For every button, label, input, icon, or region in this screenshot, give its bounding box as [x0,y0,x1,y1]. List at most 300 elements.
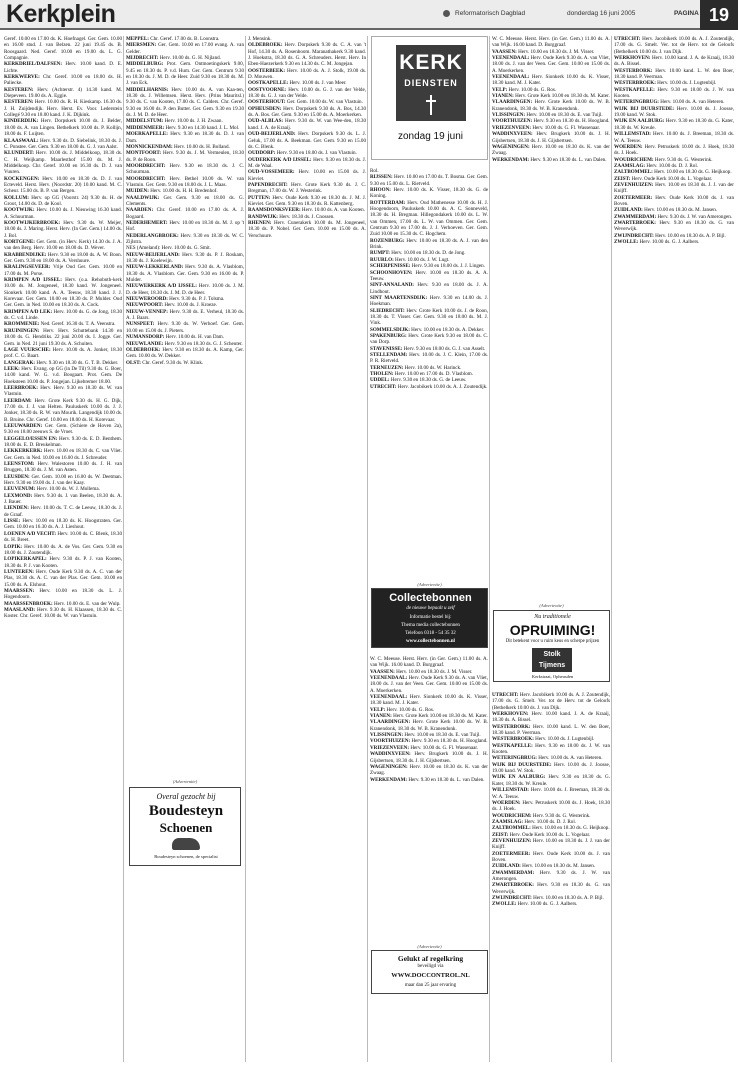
listing-entry: MAARSSEN: Herv. 10.00 en 18.30 ds. L. J. Hogendoorn. [4,587,122,601]
place-name: OOSTERHOUT: [248,99,286,106]
place-name: VRIEZENVEEN: [492,124,532,131]
listing-entry: NAARDEN: Chr. Geref. 10.00 en 17.00 ds. A. J. Bogaard. [126,207,244,220]
listing-entry: MIDDENMEER: Herv. 9.30 en 14.30 kand. J. L. Mol. [126,124,240,131]
place-name: RAAMSDONKSVEER: [248,207,301,214]
listing-entry: Rol. [370,168,379,174]
listing-entry: NIEUWEROORD: Herv. 9.30 ds. P. J. Tolsma. [126,296,225,303]
listing-entry: OOSTERBEEK: Herv. 10.00 ds. A. J. Stolk, 19.00 ds. D. Mouwen. [248,67,366,81]
place-name: VEENENDAAL: [370,694,408,701]
place-name: LOPIKERKAPEL: [4,556,47,563]
listing-entry: ZALTBOMMEL: Herv. 10.00 en 18.30 ds. G. Heijkoop. [614,169,732,176]
listing-entry: RHENEN: Herv. Cunerakerk 10.00 ds. M. Jongeneel, 18.30 ds. P. Nobel. Ger. Gem. 10.00 en 15.00 ds. A. Verschuure. [248,219,366,239]
ad-label: (Advertentie) [539,603,564,608]
place-name: WESTERBROEK: [614,80,656,87]
place-name: NUNSPEET: [126,321,155,328]
listing-entry: LIENDEN: Herv. 10.00 ds. T. C. de Leeuw, 18.30 ds. J. de Graaf. [4,505,122,518]
listing-entry: RUMPT: Herv. 10.00 en 18.30 ds. D. de Jong. [370,250,466,257]
place-name: LOPIK: [4,543,23,550]
place-name: VLISSINGEN: [492,112,526,119]
place-name: ZALTBOMMEL: [614,169,653,176]
listing-entry: WESTKAPELLE: Herv. 9.30 en 18.00 ds. J. W. van Kooten. [492,742,610,756]
column-divider [611,36,612,1062]
listing-entry: ZAAMSLAG: Herv. 10.00 ds. D. J. Rol. [614,162,699,169]
listing-entry: WIJK EN AALBURG: Herv. 9.30 en 18.30 ds. G. Kater, 18.30 ds. W. Kreule. [614,118,734,131]
place-name: SPAKENBURG: [370,332,407,339]
place-name: LAGE VUURSCHE: [4,346,51,353]
place-name: ZWAMMERDAM: [492,869,535,876]
place-name: NAARDEN: [126,207,154,214]
place-name: KOOTWIJK: [4,207,35,214]
place-name: LEENSTOM: [4,461,35,468]
listing-entry: NIEUWERKERK A/D IJSSEL: Herv. 10.00 ds. J. M. D. de Heer, 18.30 ds. J. M. D. de Heer. [126,283,244,296]
listing-entry: VEENENDAAL: Herv. Sionkerk 10.00 ds. K. Visser, 18.30 kand. M. J. Kater. [370,694,488,707]
listing-entry: RAAMSDONKSVEER: Herv. 10.00 ds. A. van Kooten. [248,207,365,214]
listing-entry: ZWAMMERDAM: Herv. 9.30 ds. J. W. van Amerongen. [614,213,733,220]
listing-entry: NAALDWIJK: Ger. Gem. 9.30 en 18.00 ds. G. Clements. [126,194,244,207]
place-name: MIERSMEN: [126,42,157,49]
ad-label: (Advertentie) [172,779,198,784]
place-name: MEPPEL: [126,36,149,42]
place-name: RHENEN: [248,219,272,226]
place-name: WETERINGBRUG: [492,755,538,762]
place-name: VELP: [492,86,508,93]
place-name: OPHEUSDEN: [248,105,282,112]
listing-entry: STAVENISSE: Herv. 9.30 en 18.00 ds. G. J. van Asselt. [370,345,486,352]
listing-entry: ZUIDLAND: Herv. 10.00 en 18.30 ds. M. Jansen. [614,207,718,214]
place-name: MIDDENMEER: [126,124,165,131]
listing-entry: UTRECHT: Herv. Jacobikerk 10.00 ds. A. J. Zoutendijk, 17.00 ds. G. Smelt. Ver. tot de Herv. tot de Geloofs (Bethelkerk 10.00 ds. J. van Dijk. [492,692,610,711]
place-name: WOUDRICHEM: [492,812,532,819]
listing-entry: UTRECHT: Herv. Jacobikerk 10.00 ds. A. J. Zoutendijk, 17.00 ds. G. Smelt. Ver. tot de Herv. tot de Geloofs (Bethelkerk 10.00 ds. J. van Dijk. [614,36,734,55]
listing-entry: NEDERHEMERT: Herv. 10.00 en 18.30 ds. M. J. op 't Hof. [126,219,244,233]
place-name: KINDERDIJK: [4,118,39,125]
place-name: ZWARTEBROEK: [614,219,656,226]
listing-entry: OPHEUSDEN: Herv. Dorpskerk 9.30 ds. A. Bos, 14.30 ds. A. Bos. Ger. Gem. 9.30 en 15.00 ds. A. Moerkerken. [248,105,366,119]
ad-pretext: Overal gezocht bij [156,792,216,801]
place-name: MAARSSENBROEK: [4,600,53,607]
listing-entry: LEXMOND: Herv. 9.30 ds. J. van Beelen, 18.30 ds. A. J. Bauer. [4,492,122,506]
place-name: SLIEDRECHT: [370,307,405,314]
place-name: LEUSDEN: [4,473,30,480]
place-name: SCHOONHOVEN: [370,269,413,276]
place-name: ZWIJNDRECHT: [492,895,532,901]
place-name: LEERDAM: [4,397,32,404]
listing-entry: ZEIST: Herv. Oude Kerk 10.00 ds. L. Vogelaar. [492,831,591,838]
listing-entry: OUDERKERK A/D IJSSEL: Herv. 9.30 en 18.30 ds. J. M. de Waal. [248,156,366,169]
listing-entry: MAASLAND: Herv. 9.30 ds. H. Klaassen, 18.30 ds. C. Koster. Chr. Geref. 10.00 ds. W. van Vlastuin. [4,606,122,620]
listing-entry: KESTEREN: Herv. 10.00 ds. R. H. Kieskamp. 16.30 ds. J. H. Zuijdendijk. Herv. Herst. Ev. Voor. Lederstein Collegé 9.30 en 18.00 kand. J. K. Dijkink. [4,99,122,119]
listing-entry: SLIEDRECHT: Herv. Grote Kerk 10.00 ds. J. de Roon, 18.30 ds. T. Visser. Ger. Gem. 9.30 en 18.00 ds. M. J. Vink. [370,307,488,327]
issue-date: donderdag 16 juni 2005 [567,10,636,17]
listing-entry: VEENENDAAL: Herv. Oude Kerk 9.30 ds. A. van Vliet, 18.00 ds. J. van der Veen. Ger. Gem. 10.00 en 15.00 ds. A. Moerkerken. [492,55,610,74]
listing-entry: MIDDELHARNIS: Herv. 10.00 ds. A. van Kaa-ten, 18.30 ds. J. Willemsen. Herst. Herv. (Prins Mauritsl.) 9.30 ds. C. van Kooten, 17.00 ds. C. Calders. Chr. Geref. 9.30 en 16.00 ds. P. den Butter. Ger. Gem. 9.30 en 19.30 ds. J. M. D. de Heer. [126,86,244,119]
listing-entry: MUIDEN: Herv. 10.00 ds. H. H. Bredenhof. [126,188,218,195]
place-name: WESTERBROEK: [492,736,534,743]
ad-company: Thema media collectebonnen [401,623,460,628]
listing-entry: WETERINGBRUG: Herv. 10.00 ds. A. van Heteren. [492,755,603,762]
listing-entry: ROTTERDAM: Herv. Oud Mathenesse 10.00 ds. H. J. Hoogendoorn, Pauluskerk 10.00 ds. A. C. Sonneveld, 18.30 ds. H. Bregman. Hillegondakerk 10.00 ds. L. W. van Ommen, 17.00 ds. L. W. van Ommen. Ger. Gem. Centrum 9.30 en 17.00 ds. J. J. Verhoeven. Ger. Gem. Zuid 10.00 en 15.30 ds. C. Hogchem. [370,199,488,238]
listing-entry: OUDDORP: Herv. 9.30 en 18.00 ds. J. van Vlastuin. [248,150,357,157]
ad-subline: de nieuwe bepaalt u zelf [406,606,455,611]
listing-entry: VELP: Herv. 10.00 ds. G. Ros. [370,706,435,713]
place-name: ZOETERMEER: [614,194,653,201]
listing-entry: NIEUWLANDE: Herv. 9.30 en 18.30 ds. G. J. Scheuter. [126,340,243,347]
listing-entry: LOENEN A/D VECHT: Herv. 10.00 ds. C. Blenk, 18.30 ds. H. Breet. [4,530,122,544]
place-name: VEENENDAAL: [492,55,530,62]
listing-entry: WERKHOVEN: Herv. 10.00 kand. J. A. de Kraaij, 18.30 ds. A. Bissel. [614,55,734,68]
place-name: NIEUW-VENNEP: [126,308,168,315]
listing-entry: ZOETERMEER: Herv. Oude Kerk 10.00 ds. J. van Boven. [614,194,734,207]
place-name: LEGGELO/ESSEN EN: [4,435,58,442]
ad-website[interactable]: www.collectebonnen.nl [406,639,455,644]
place-name: ROZENBURG: [370,237,405,244]
listing-entry: OLDEBROEK: Herv. Dorpskerk 9.30 ds. C. A. van 't Hof, 14.30 ds. A. Rosenboom. Maranathakerk 9.30 kand. J. Hoekstra, 18.30 ds. G. A. Schreuders. Herst. Herv. In Eben-Haezerkerk 9.30 en 14.30 ds. C. M. Jongejan. [248,42,366,68]
place-name: MIDDELSTUM: [126,118,164,125]
listing-entry: ZAAMSLAG: Herv. 10.00 ds. D. J. Rol. [492,818,577,825]
ad-brand-name: Boudesteyn [148,803,224,819]
listing-entry: LEEUWARDEN: Ger. Gem. (Schiere de Hoven 2a), 9.30 en 18.00 zeeuws S. de Vroet. [4,422,122,436]
listing-entry: WAGENINGEN: Herv. 10.00 en 18.30 ds. K. van der Zwaag. [492,143,610,157]
listing-entry: SINT-ANNALAND: Herv. 9.30 en 18.00 ds. J. A. Lindhout. [370,282,488,295]
place-name: KESTEREN: [4,86,34,93]
listing-entry: KINDERDIJK: Herv. Dorpskerk 10.00 ds. J. Belder, 18.00 ds. A. van Lingen. Bethelkerk 10.00 ds. P. Kollijn, 18.00 ds. F. Luijten. [4,118,122,138]
place-name: LEXMOND: [4,492,33,499]
listing-entry: SCHERPENISSE: Herv. 9.30 en 18.00 ds. J. J. Lingen. [370,263,485,270]
listing-entry: KRALINGSEVEER: Vrije Oud Ger. Gem. 10.00 en 17.00 ds. M. Porse. [4,264,122,277]
listing-entry: UTRECHT: Herv. Jacobikerk 10.00 ds. A. J. Zoutendijk. [370,383,488,390]
place-name: SINT MAARTENSDIJK: [370,294,428,301]
place-name: ZWOLLE: [492,901,517,908]
shoe-icon [172,838,200,850]
listing-entry: ZWARTEBROEK: Herv. 9.30 en 18.30 ds. G. van Weverwijk. [614,219,734,233]
place-name: LEEUWARDEN: [4,422,43,429]
place-name: KRABBENDIJKE: [4,251,47,258]
ad-tagline: maar dan 25 jaar ervaring [404,983,457,988]
advertisement-collectebonnen[interactable] [371,588,488,648]
ad-headline: OPRUIMING! [509,622,596,638]
place-name: ZOETERMEER: [492,850,531,857]
place-name: ZEIST: [614,175,631,182]
place-name: WIJK BIJ DUURSTEDE: [614,105,675,112]
listing-entry: VRIEZENVEEN: Herv. 10.00 ds. G. Fl. Wassenaar. [370,744,479,751]
place-name: OUD-ALBLAS: [248,118,284,125]
place-name: RHOON: [370,187,391,194]
listing-entry: WESTKAPELLE: Herv. 9.30 en 18.00 ds. J. W. van Kooten. [614,86,734,100]
place-name: LOENEN A/D VECHT: [4,530,57,537]
listing-entry: WETERINGBRUG: Herv. 10.00 ds. A. van Heteren. [614,99,725,106]
place-name: WERKENDAM: [370,776,408,783]
place-name: LEERBROEK: [4,384,38,391]
listing-entry: MONTFOORT: Herv. 9.30 ds. J. M. Vermeulen, 18.30 ds. P. de Roon. [126,150,244,163]
listing-entry: OUD-VOSSEMEER: Herv. 10.00 en 15.00 ds. J. Kieviet. [248,169,366,182]
place-name: MAARSSEN: [4,587,35,594]
place-name: ZAAMSLAG: [492,818,524,825]
place-name: RIJSSEN: [370,174,393,181]
place-name: MAASLAND: [4,606,36,613]
place-name: OUD-BEIJERLAND: [248,131,296,138]
listing-entry: WILLEMSTAD: Herv. 10.00 ds. J. Breeman, 18.30 ds. W. A. Teeuw. [492,787,610,800]
listing-entry: ZWIJNDRECHT: Herv. 10.00 en 18.30 ds. A. P. Bijl. [614,232,726,239]
listing-column-1 [4,36,122,1062]
place-name: WIJK EN AALBURG: [492,774,546,781]
listing-entry: WADDINXVEEN: Herv. Brugkerk 10.00 ds. J. H. Gijsbertsen, 18.30 ds. J. H. Gijsbertsen. [370,751,488,764]
place-name: KESTEREN: [4,99,34,106]
ad-info: Informatie bestel bij: [409,615,452,620]
listing-entry: ZWAMMERDAM: Herv. 9.30 ds. J. W. van Amerongen. [492,869,610,882]
newspaper-name: Reformatorisch Dagblad [455,10,526,17]
place-name: OUD-VOSSEMEER: [248,169,295,176]
listing-entry: VAASSEN: Herv. 10.00 en 18.30 ds. J. M. Visser. [370,668,473,675]
listing-entry: KLAASWAAL: Herv. 9.30 ds. D. Siebelink, 18.30 ds. J. C. Ponstee. Ger. Gem. 9.30 en 18.00 ds. G. J. van Aalst. [4,137,122,150]
listing-entry: WERKHOVEN: Herv. 10.00 kand. J. A. de Kraaij, 18.30 ds. A. Bissel. [492,711,610,724]
place-name: VIANEN: [370,713,392,720]
listing-entry: WIJK BIJ DUURSTEDE: Herv. 10.00 ds. J. Joosse, 19.00 kand. W. Stok. [492,761,610,775]
listing-entry: VRIEZENVEEN: Herv. 10.00 ds. G. Fl. Wassenaar. [492,124,601,131]
listing-entry: WESTERBORK: Herv. 10.00 kand. L. W. den Boer, 18.30 kand. P. Veerman. [614,67,734,81]
listing-entry: LEEK: Herv. Evang. op GG (in De Til) 9.30 ds. G. Boer, 14.00 kand. W. G. v.d. Boogaart. Prot. Gem. De Hoeksteen 10.00 ds. P. Jongejan. Lijkebremer 18.00. [4,365,122,385]
place-name: WAGENINGEN: [370,763,408,770]
place-name: MIDDELHARNIS: [126,86,169,93]
advertisement-doccontrol[interactable] [371,950,488,994]
place-name: NAALDWIJK: [126,194,160,201]
listing-entry: ZALTBOMMEL: Herv. 10.00 en 18.30 ds. G. Heijkoop. [492,825,610,832]
listing-entry: NIEUWPOORT: Herv. 10.00 ds. J. Kroeze. [126,302,218,309]
page-label: PAGINA [674,10,699,17]
place-name: WILLEMSTAD: [614,131,651,138]
place-name: MIJDRECHT: [126,55,159,62]
place-name: WIJK EN AALBURG: [614,118,665,125]
listing-entry: LAGE VUURSCHE: Herv. 10.00 ds. A. Jonker, 18.30 prof. C. G. Baart. [4,346,122,360]
listing-entry: RANDWIJK: Herv. 18.30 ds. J. Cnossen. [248,213,335,220]
listing-entry: RIJSSEN: Herv. 10.00 en 17.00 ds. T. Bosma. Ger. Gem. 9.30 en 15.00 ds. L. Rietveld. [370,174,488,187]
place-name: OUDDORP: [248,150,276,157]
place-name: RANDWIJK: [248,213,278,220]
place-name: SOMMELSDIJK: [370,326,410,333]
listing-entry: RHOON: Herv. 10.00 ds. K. Visser, 18.30 ds. G. de Koning. [370,187,488,200]
place-name: KLAASWAAL: [4,137,39,144]
place-name: LEKKERKERK: [4,448,43,455]
cross-icon [426,95,436,115]
listing-entry: LEGGELO/ESSEN EN: Herv. 9.30 ds. E. D. Benthem. 18.00 ds. E. D. Breukelman. [4,435,122,448]
place-name: OOSTKAPELLE: [248,80,289,87]
place-name: WOUDRICHEM: [614,156,654,163]
listing-entry: LOPIK: Herv. 10.00 ds. A. de Vos. Ger. Gem. 9.30 en 18.00 ds. J. Zoutendijk. [4,543,122,556]
place-name: OLDEBROEK: [248,42,283,49]
place-name: OOSTERBEEK: [248,67,286,74]
place-name: ZALTBOMMEL: [492,825,531,832]
column-divider [489,36,490,1062]
listing-entry: VELP: Herv. 10.00 ds. G. Ros. [492,86,557,93]
listing-entry: MIDDELBURG: Prot. Gem. Ontmoetingskerk 9.00, 9.45 en 18.30 ds. P. v.d. Hum. Ger. Gem. Centrum 9.30 en 18.30 ds. J. M. D. de Heer. Zuid 9.30 en 18.30 ds. M. J. van Eck. [126,61,244,87]
listing-entry: VLAARDINGEN: Herv. Grote Kerk 10.00 ds. W. B. Kranendonk, 18.30 ds. W. B. Kranendonk. [492,99,610,112]
services-date: zondag 19 juni [397,131,464,142]
listing-entry: WADDINXVEEN: Herv. Brugkerk 10.00 ds. J. H. Gijsbertsen, 18.30 ds. J. H. Gijsbertsen. [492,131,610,144]
listing-entry: MIDDELSTUM: Herv. 10.00 ds. J. H. Zwaan. [126,118,223,125]
place-name: WOERDEN: [614,143,643,150]
place-name: UTRECHT: [492,692,519,698]
place-name: ZUIDLAND: [492,863,521,870]
listing-entry: PUTTEN: Herv. Oude Kerk 9.30 en 18.30 ds. J. M. J. Kieviet. Ger. Gem. 9.30 en 18.30 ds. R. Kattenberg. [248,194,366,207]
place-name: ZAAMSLAG: [614,162,646,169]
place-name: WERKENDAM: [492,156,530,163]
store-logo: Stolk Tijmens [532,648,572,672]
place-name: WESTKAPELLE: [492,742,533,749]
place-name: VRIEZENVEEN: [370,744,410,751]
place-name: WOERDEN: [492,799,521,806]
listing-entry: ZEVENHUIZEN: Herv. 10.00 en 18.30 ds. J. J. van der Knijff. [614,181,734,195]
listing-entry: MIJDRECHT: Herv. 10.00 ds. G. H. Nijland. [126,55,221,62]
listing-entry: NIEUW-VENNEP: Herv. 9.30 ds. E. Verheul, 18.30 ds. A. J. Baars. [126,308,244,322]
ad-pretext: Nu traditionele [534,614,571,620]
section-title: Kerkplein [6,0,116,28]
listing-entry: ZUIDLAND: Herv. 10.00 en 18.30 ds. M. Jansen. [492,863,596,870]
place-name: NIEUWERKERK A/D IJSSEL: [126,283,197,290]
listing-column-2 [126,36,244,782]
place-name: SCHERPENISSE: [370,263,411,270]
place-name: LUNTEREN: [4,568,35,575]
listing-entry: J. Mensink. [248,36,272,42]
listing-entry: MOORDRECHT: Herv. Bethel 10.00 ds. W. van Vlastuin. Ger. Gem. 9.30 en 18.00 ds. J. L. Maas. [126,175,244,188]
column-divider [123,36,124,1062]
listing-entry: NUMANSDORP: Herv. 10.00 ds. H. van Dam. [126,334,224,341]
listing-entry: OUD-BEIJERLAND: Herv. Dorpskerk 9.30 ds. L. J. Geluk, 17.00 ds. A. Beekman. Ger. Gem. 9.30 en 15.00 ds. C. Blenk. [248,131,366,150]
listing-entry: WOUDRICHEM: Herv. 9.30 ds. G. Westerink. [492,812,591,819]
place-name: VAASSEN: [492,48,517,55]
place-name: VEENENDAAL: [492,74,530,81]
listing-entry: ZOETERMEER: Herv. Oude Kerk 10.00 ds. J. van Boven. [492,850,610,863]
listing-entry: WESTERBORK: Herv. 10.00 kand. L. W. den Boer, 18.30 kand. P. Veerman. [492,723,610,737]
listing-entry: WESTERBROEK: Herv. 10.00 ds. J. Lugtenbijl. [614,80,717,87]
place-name: KERKWERVE: [4,74,40,81]
place-name: ZWIJNDRECHT: [614,232,654,239]
place-name: WERKHOVEN: [614,55,651,62]
listing-entry: RUURLO: Herv. 10.00 ds. J. W. Lugt. [370,256,450,263]
listing-entry: VIANEN: Herv. Grote Kerk 10.00 en 18.30 ds. M. Kater. [370,713,488,720]
column-divider [245,36,246,1062]
listing-entry: LEUVENUM: Herv. 10.00 ds. W. J. Mollema. [4,486,100,493]
place-name: NEDERLANGBROEK: [126,232,179,239]
listing-entry: NES (Ameland): Herv. 10.00 ds. G. Smit. [126,245,211,252]
place-name: NIEUWEROORD: [126,296,168,303]
advertisement-boudesteyn[interactable] [129,787,241,866]
place-name: KROMMENIE: [4,321,40,328]
logo-word-kerk: KERK [399,51,463,74]
place-name: PUTTEN: [248,194,271,201]
listing-entry: THOLEN: Herv. 10.00 en 17.00 ds. D. Vlasblom. [370,371,474,377]
place-name: WERKHOVEN: [492,711,529,718]
ad-headline: Gelukt af regelkring [397,954,464,963]
listing-entry: MIERSMEN: Ger. Gem. 10.00 en 17.00 evang. A. van Gelder. [126,42,244,55]
place-name: WESTKAPELLE: [614,86,655,93]
listing-entry: NEDERLANGBROEK: Herv. 9.30 en 18.30 ds. W. C. Zijlstra. [126,232,244,245]
listing-entry: WOERDEN: Herv. Petruskerk 10.00 ds. J. Hoek, 18.30 ds. J. Hoek. [614,143,734,157]
page-header [0,0,738,30]
listing-entry: VEENENDAAL: Herv. Oude Kerk 9.30 ds. A. van Vliet, 18.00 ds. J. van der Veen. Ger. Gem. 10.00 en 15.00 ds. A. Moerkerken. [370,675,488,694]
listing-entry: LEERDAM: Herv. Grote Kerk 9.30 ds. H. G. Dijk, 17.00 ds. J. J. van Helten. Pauluskerk 10.00 ds. J. J. Jonker, 18.30 ds. R. W. van Mourik. Langendijk 10.00 ds. B. Bruine. Chr. Geref. 10.00 en 18.00 ds. H. Korevaar. [4,397,122,423]
place-name: MONTFOORT: [126,150,162,157]
ad-website[interactable]: WWW.DOCCONTROL.NL [391,972,470,979]
place-name: THOLEN: [370,371,394,377]
listing-entry: MOERKAPELLE: Herv. 9.30 en 18.30 ds. D. J. van Dam. [126,131,244,144]
listing-entry: OUD-ALBLAS: Herv. 9.30 ds. W. van Wee-den, 18.30 kand. J. A. de Kraaij. [248,118,366,131]
listing-entry: KRUININGEN: Herv. Herv. Schuttebank 14.30 en 18.00 ds. G. Hendriks. 22 juni 20.00 ds. I. Jogge. Ger. Gem. in Ned. 21 juni 19.30 ds. A. Schuiten. [4,327,122,347]
column-divider [367,36,368,1062]
listing-entry: UDDEL: Herv. 9.30 en 18.30 ds. G. de Leeuw. [370,377,467,384]
place-name: NIEUW-LEKKERLAND: [126,264,184,271]
place-name: KOOTWIJKERBROEK: [4,219,61,226]
place-name: WAGENINGEN: [492,143,530,150]
listing-entry: KROMMENIE: Ned. Geref. 16.30 ds. T. A. Veenstra. [4,321,116,328]
listing-entry: VOORTHUIZEN: Herv. 9.30 en 18.30 ds. H. Hoogland. [492,118,610,125]
listing-entry: LEERBROEK: Herv. Herv. 9.30 en 18.30 ds. W. van Vlastuin. [4,384,122,398]
place-name: KERKDRIEL/DALFSEN: [4,61,63,68]
ad-brand-subtitle: Schoenen [159,820,213,835]
listing-entry: NUNSPEET: Herv. 9.30 ds. W. Verhoef. Ger. Gem. 10.00 en 15.00 ds. J. Pieters. [126,321,244,334]
place-name: WIJK BIJ DUURSTEDE: [492,761,552,768]
listing-entry: OOSTERHOUT: Ger. Gem. 10.00 ds. W. van Vlastuin. [248,99,363,106]
listing-entry: LEUSDEN: Ger. Gem. 10.00 en 16.00 ds. W. Deetman. Herv. 9.30 en 19.00 ds. J. van der Kaay. [4,473,122,487]
listing-entry: WERKENDAM: Herv. 9.30 en 18.30 ds. L. van Dalen. [370,776,485,783]
listing-entry: KERKWERVE: Chr. Geref. 10.00 en 18.00 ds. H. Paliecke. [4,74,122,87]
place-name: VELP: [370,706,386,713]
place-name: LEEK: [4,365,20,372]
advertisement-opruiming[interactable] [493,610,610,682]
listing-entry: LUNTEREN: Herv. Oude Kerk 9.30 ds. A. C. van der Plas, 18.30 ds. A. C. van der Plas. Ger. Gem. 10.00 en 15.00 ds. A. Elshout. [4,568,122,588]
listing-entry: KERKDRIEL/DALFSEN: Herv. 10.00 kand. D. E. Lichte. [4,61,122,74]
listing-entry: SPAKENBURG: Herv. Grote Kerk 9.30 en 18.00 ds. C. van Dorp. [370,332,488,346]
place-name: VOORTHUIZEN: [492,118,533,125]
listing-column-4b [370,656,488,944]
place-name: OUDERKERK A/D IJSSEL: [248,156,312,163]
place-name: OLDEBROEK: [126,346,161,353]
place-name: NIEUW-BEIJERLAND: [126,251,180,258]
place-name: VAASSEN: [370,668,395,675]
place-name: MONNICKENDAM: [126,143,173,150]
place-name: MIDDELBURG: [126,61,164,68]
place-name: WESTERBORK: [614,67,653,74]
listing-entry: WERKENDAM: Herv. 9.30 en 18.30 ds. L. van Dalen. [492,156,607,163]
listing-entry: KRABBENDIJKE: Herv. 9.30 en 18.00 ds. A. W. Boon. Ger. Gem. 9.30 en 18.00 ds. A. Vershuure. [4,251,122,265]
place-name: ZUIDLAND: [614,207,643,214]
listing-entry: W. C. Meeuse. Herst. Herv. (in Ger. Gem.) 11.00 ds. A. van Wijk. 16.00 kand. D. Burggraaf. [370,656,488,669]
place-name: VEENENDAAL: [370,675,408,682]
place-name: UDDEL: [370,377,390,384]
listing-entry: OOSTVOORNE: Herv. 10.00 ds. G. J. van der Velde, 18.30 ds. G. J. van der Velde. [248,86,366,100]
listing-entry: KOLLUM: Herv. op GG (Voorstr. 24) 9.30 ds. H. de Groot, 14.00 ds. D. de Kool. [4,194,122,207]
logo-word-diensten: DIENSTEN [404,78,458,88]
listing-entry: VLAARDINGEN: Herv. Grote Kerk 10.00 ds. W. B. Kranendonk, 18.30 ds. W. B. Kranendonk. [370,719,488,732]
church-services-box [371,36,488,160]
place-name: KORTGENE: [4,239,35,245]
place-name: LIENDEN: [4,505,29,512]
place-name: UTRECHT: [614,36,641,42]
listing-entry: ROZENBURG: Herv. 10.00 en 18.30 ds. A. J. van den Brink. [370,237,488,251]
listing-entry: KORTGENE: Ger. Gem. (in Herv. Kerk) 14.30 ds. J. A. van den Berg. Herv. 10.00 en 18.00 ds. D. Wever. [4,239,122,252]
listing-entry: MAARSSENBROEK: Herv. 10.00 ds. E. van der Wulp. [4,600,121,607]
place-name: WADDINXVEEN: [492,131,533,138]
place-name: STAVENISSE: [370,345,403,352]
place-name: VOORTHUIZEN: [370,738,411,745]
listing-entry: NIEUW-LEKKERLAND: Herv. 9.30 ds. A. Vlasblom, 18.30 ds. A. Vlasblom. Ger. Gem. 9.30 en 16.00 ds. P. Mulder. [126,264,244,284]
place-name: NEDERHEMERT: [126,219,168,226]
listing-entry: VEENENDAAL: Herv. Sionkerk 10.00 ds. K. Visser, 18.30 kand. M. J. Kater. [492,74,610,87]
church-services-logo [396,45,466,121]
place-name: KLUNDERT: [4,150,35,157]
place-name: KRIMPEN A/D LEK: [4,308,53,315]
listing-entry: LANGERAK: Herv. 9.30 en 18.30 ds. G. T. B. Dekker. [4,359,119,366]
listing-entry: WIJK EN AALBURG: Herv. 9.30 en 18.30 ds. G. Kater, 18.30 ds. W. Kreule. [492,774,610,787]
listing-entry: VOORTHUIZEN: Herv. 9.30 en 18.30 ds. H. Hoogland. [370,738,488,745]
